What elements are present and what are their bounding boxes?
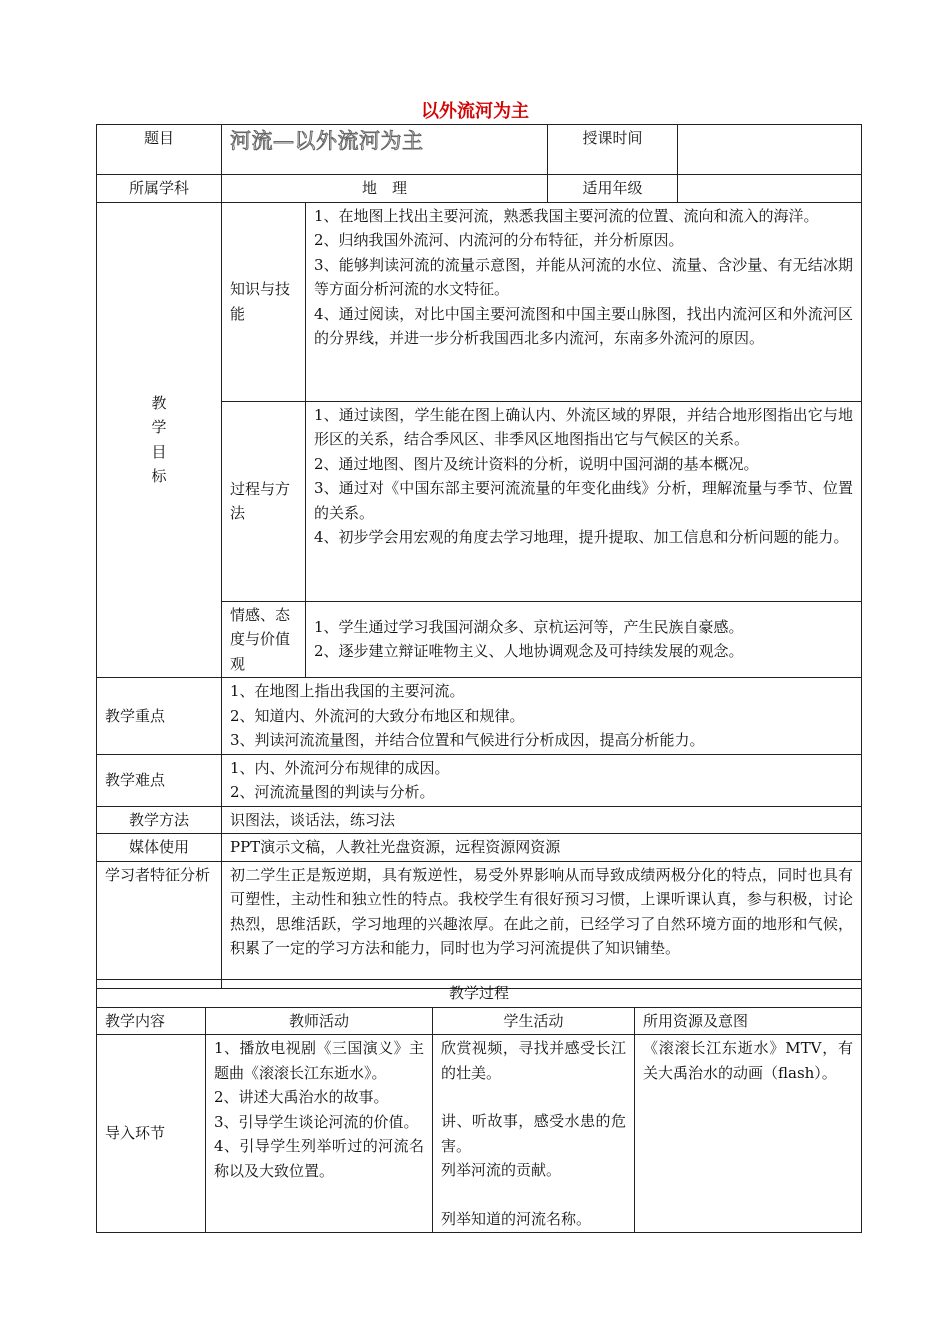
media-value: PPT演示文稿，人教社光盘资源，远程资源网资源 xyxy=(222,834,862,862)
list-item: 2、归纳我国外流河、内流河的分布特征，并分析原因。 xyxy=(314,231,684,249)
list-item: 1、在地图上找出主要河流，熟悉我国主要河流的位置、流向和流入的海洋。 xyxy=(314,206,819,225)
row-student xyxy=(433,1035,635,1233)
grade-value xyxy=(678,175,862,203)
list-item: 1、内、外流河分布规律的成因。 xyxy=(230,758,450,777)
key-points-label: 教学重点 xyxy=(97,678,222,755)
attitude-label: 情感、态度与价值观 xyxy=(222,601,306,678)
column-header: 教师活动 xyxy=(206,1007,433,1035)
list-item: 3、能够判读河流的流量示意图，并能从河流的水位、流量、含沙量、有无结冰期等方面分析河流的水文特征。 xyxy=(314,255,854,298)
key-points-items xyxy=(222,678,862,755)
list-item: 1、播放电视剧《三国演义》主题曲《滚滚长江东逝水》。 xyxy=(214,1039,424,1082)
topic-label: 题目 xyxy=(97,125,222,175)
learners-value: 初二学生正是叛逆期，具有叛逆性，易受外界影响从而导致成绩两极分化的特点，同时也具有可塑性，主动性和独立性的特点。我校学生有很好预习习惯，上课听课认真，参与积极，讨论热烈，思维活跃，学习地理的兴趣浓厚。在此之前，已经学习了自然环境方面的地形和气候，积累了一定的学习方法和能力，同时也为学习河流提供了知识铺垫。 xyxy=(222,861,862,988)
objectives-label: 教 学 目 标 xyxy=(97,202,222,678)
list-item: 欣赏视频，寻找并感受长江的壮美。 xyxy=(441,1039,626,1082)
list-item: 1、通过读图，学生能在图上确认内、外流区域的界限，并结合地形图指出它与地形区的关系，结合季风区、非季风区地图指出它与气候区的关系。 xyxy=(314,405,854,448)
methods-value: 识图法，谈话法，练习法 xyxy=(222,806,862,834)
attitude-items xyxy=(306,601,862,678)
time-value xyxy=(678,125,862,175)
knowledge-items xyxy=(306,202,862,401)
time-label: 授课时间 xyxy=(548,125,678,175)
list-item: 2、知道内、外流河的大致分布地区和规律。 xyxy=(230,706,525,725)
lesson-plan-table xyxy=(96,124,862,989)
difficulties-items xyxy=(222,754,862,806)
methods-label: 教学方法 xyxy=(97,806,222,834)
learners-label: 学习者特征分析 xyxy=(97,861,222,988)
column-header: 教学内容 xyxy=(97,1007,206,1035)
process-items xyxy=(306,401,862,601)
list-item: 2、讲述大禹治水的故事。 xyxy=(214,1088,389,1106)
media-label: 媒体使用 xyxy=(97,834,222,862)
process-label: 过程与方法 xyxy=(222,401,306,601)
difficulties-label: 教学难点 xyxy=(97,754,222,806)
list-item: 4、初步学会用宏观的角度去学习地理，提升提取、加工信息和分析问题的能力。 xyxy=(314,528,849,546)
process-heading: 教学过程 xyxy=(97,980,862,1008)
table-row xyxy=(97,1035,862,1233)
list-item: 2、河流流量图的判读与分析。 xyxy=(230,783,435,801)
teaching-process-table xyxy=(96,979,862,1233)
list-item: 4、引导学生列举听过的河流名称以及大致位置。 xyxy=(214,1137,424,1180)
list-item: 3、判读河流流量图，并结合位置和气候进行分析成因，提高分析能力。 xyxy=(230,731,705,749)
list-item: 3、通过对《中国东部主要河流流量的年变化曲线》分析，理解流量与季节、位置的关系。 xyxy=(314,479,854,522)
knowledge-label: 知识与技能 xyxy=(222,202,306,401)
column-header: 学生活动 xyxy=(433,1007,635,1035)
row-content: 导入环节 xyxy=(97,1035,206,1233)
list-item: 3、引导学生谈论河流的价值。 xyxy=(214,1112,419,1131)
column-header: 所用资源及意图 xyxy=(635,1007,862,1035)
row-resources: 《滚滚长江东逝水》MTV，有关大禹治水的动画（flash）。 xyxy=(635,1035,862,1233)
list-item: 4、通过阅读，对比中国主要河流图和中国主要山脉图，找出内流河区和外流河区的分界线，并进一步分析我国西北多内流河，东南多外流河的原因。 xyxy=(314,304,854,347)
list-item: 列举河流的贡献。 xyxy=(441,1161,562,1179)
list-item: 1、在地图上指出我国的主要河流。 xyxy=(230,682,465,700)
topic-value xyxy=(222,125,548,175)
row-teacher xyxy=(206,1035,433,1233)
list-item: 讲、听故事，感受水患的危害。 xyxy=(441,1112,626,1155)
list-item: 列举知道的河流名称。 xyxy=(441,1209,592,1228)
topic-title-text: 河流—以外流河为主 xyxy=(230,129,424,153)
subject-label: 所属学科 xyxy=(97,175,222,203)
list-item: 2、逐步建立辩证唯物主义、人地协调观念及可持续发展的观念。 xyxy=(314,642,744,661)
grade-label: 适用年级 xyxy=(548,175,678,203)
document-title: 以外流河为主 xyxy=(421,101,529,122)
subject-value: 地 理 xyxy=(222,175,548,203)
list-item: 2、通过地图、图片及统计资料的分析，说明中国河湖的基本概况。 xyxy=(314,454,759,473)
list-item: 1、学生通过学习我国河湖众多、京杭运河等，产生民族自豪感。 xyxy=(314,617,744,636)
